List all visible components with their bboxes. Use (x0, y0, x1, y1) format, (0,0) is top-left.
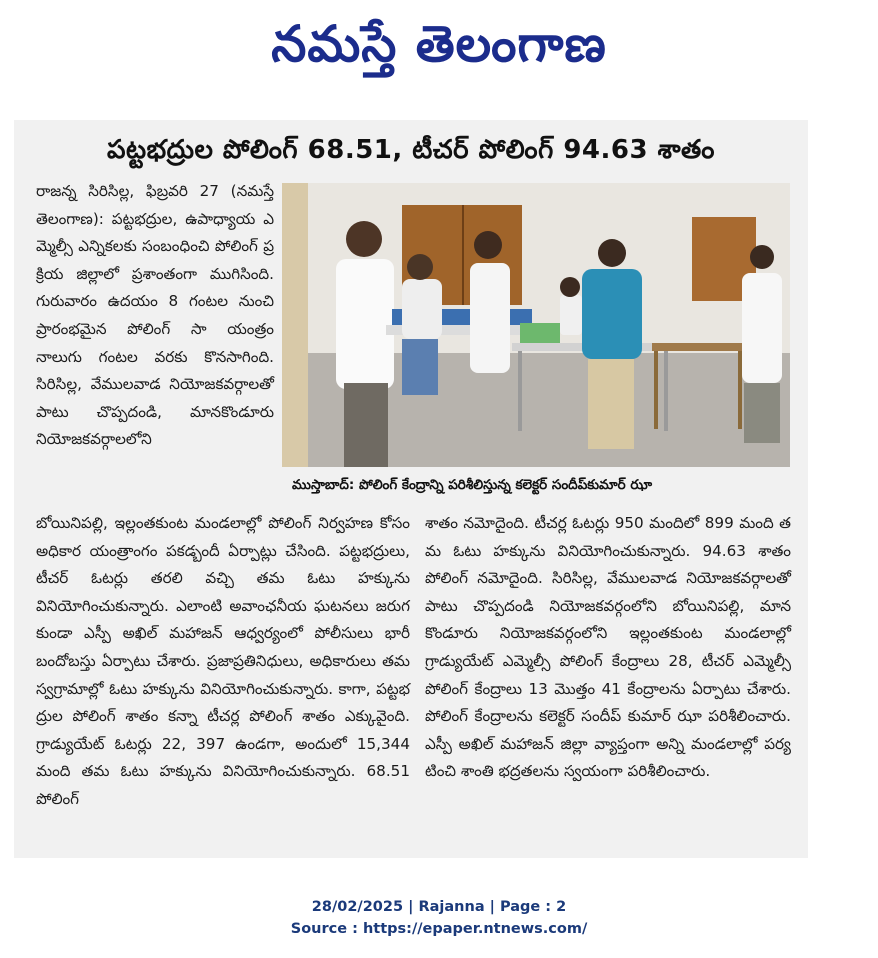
newspaper-masthead (0, 0, 878, 100)
footer-source-link[interactable]: Source : https://epaper.ntnews.com/ (290, 921, 588, 937)
polling-station-photo (282, 183, 790, 467)
newspaper-logo: నమస్తే తెలంగాణ (271, 15, 607, 73)
article-clipping (14, 120, 808, 858)
article-photo (282, 183, 790, 467)
footer-date-edition: 28/02/2025 | Rajanna | Page : 2 (311, 899, 567, 915)
article-paragraph-intro: రాజన్న సిరిసిల్ల, ఫిబ్రవరి 27 (నమస్తే తెలంగాణ): పట్టభద్రుల, ఉపాధ్యాయ ఎమ్మెల్సీ ఎన్నికలకు సంబంధించి పోలింగ్ ప్రక్రియ జిల్లాలో ప్రశాంతంగా ముగిసింది. గురువారం ఉదయం 8 గంటల నుంచి ప్రారంభమైన పోలింగ్ సా యంత్రం నాలుగు గంటల వరకు కొనసాగింది. సిరిసిల్ల, వేములవాడ నియోజకవర్గాలతో పాటు చొప్పదండి, మానకొండూరు నియోజకవర్గాలలోని (36, 182, 274, 449)
article-headline: పట్టభద్రుల పోలింగ్ 68.51, టీచర్ పోలింగ్ 94.63 శాతం (107, 135, 715, 165)
article-paragraph-left: బోయినిపల్లి, ఇల్లంతకుంట మండలాల్లో పోలింగ్ నిర్వహణ కోసం అధికార యంత్రాంగం పకడ్బందీ ఏర్పాట్లు చేసింది. పట్టభద్రులు, టీచర్ ఓటర్లు తరలి వచ్చి తమ ఓటు హక్కును వినియోగించుకున్నారు. ఎలాంటి అవాంఛనీయ ఘటనలు జరుగకుండా ఎస్పీ అఖిల్ మహాజన్ ఆధ్వర్యంలో పోలీసులు భారీ బందోబస్తు ఏర్పాటు చేశారు. ప్రజాప్రతినిధులు, అధికారులు తమ స్వగ్రామాల్లో ఓటు హక్కును వినియోగించుకున్నారు. కాగా, పట్టభద్రుల పోలింగ్ శాతం కన్నా టీచర్ల పోలింగ్ శాతం ఎక్కువైంది. గ్రాడ్యుయేట్ ఓటర్లు 22, 397 ఉండగా, అందులో 15,344 మంది తమ ఓటు హక్కును వినియోగించుకున్నారు. 68.51 పోలింగ్ (36, 514, 410, 808)
article-paragraph-right: శాతం నమోదైంది. టీచర్ల ఓటర్లు 950 మందిలో 899 మంది తమ ఓటు హక్కును వినియోగించుకున్నారు. 94.63 శాతం పోలింగ్ నమోదైంది. సిరిసిల్ల, వేములవాడ నియోజకవర్గాలతో పాటు చొప్పదండి నియోజకవర్గంలోని బోయినిపల్లి, మానకొండూరు నియోజకవర్గంలోని ఇల్లంతకుంట మండలాల్లో గ్రాడ్యుయేట్ ఎమ్మెల్సీ పోలింగ్ కేంద్రాలు 28, టీచర్ ఎమ్మెల్సీ పోలింగ్ కేంద్రాలు 13 మొత్తం 41 కేంద్రాలను ఏర్పాటు చేశారు. పోలింగ్ కేంద్రాలను కలెక్టర్ సందీప్ కుమార్ ఝా పరిశీలించారు. ఎస్పీ అఖిల్ మహాజన్ జిల్లా వ్యాప్తంగా అన్ని మండలాల్లో పర్యటించి శాంతి భద్రతలను స్వయంగా పరిశీలించారు. (425, 514, 791, 781)
page-footer (0, 896, 878, 940)
photo-caption: ముస్తాబాద్: పోలింగ్ కేంద్రాన్ని పరిశీలిస్తున్న కలెక్టర్ సందీప్‌కుమార్ ఝా (292, 477, 653, 493)
